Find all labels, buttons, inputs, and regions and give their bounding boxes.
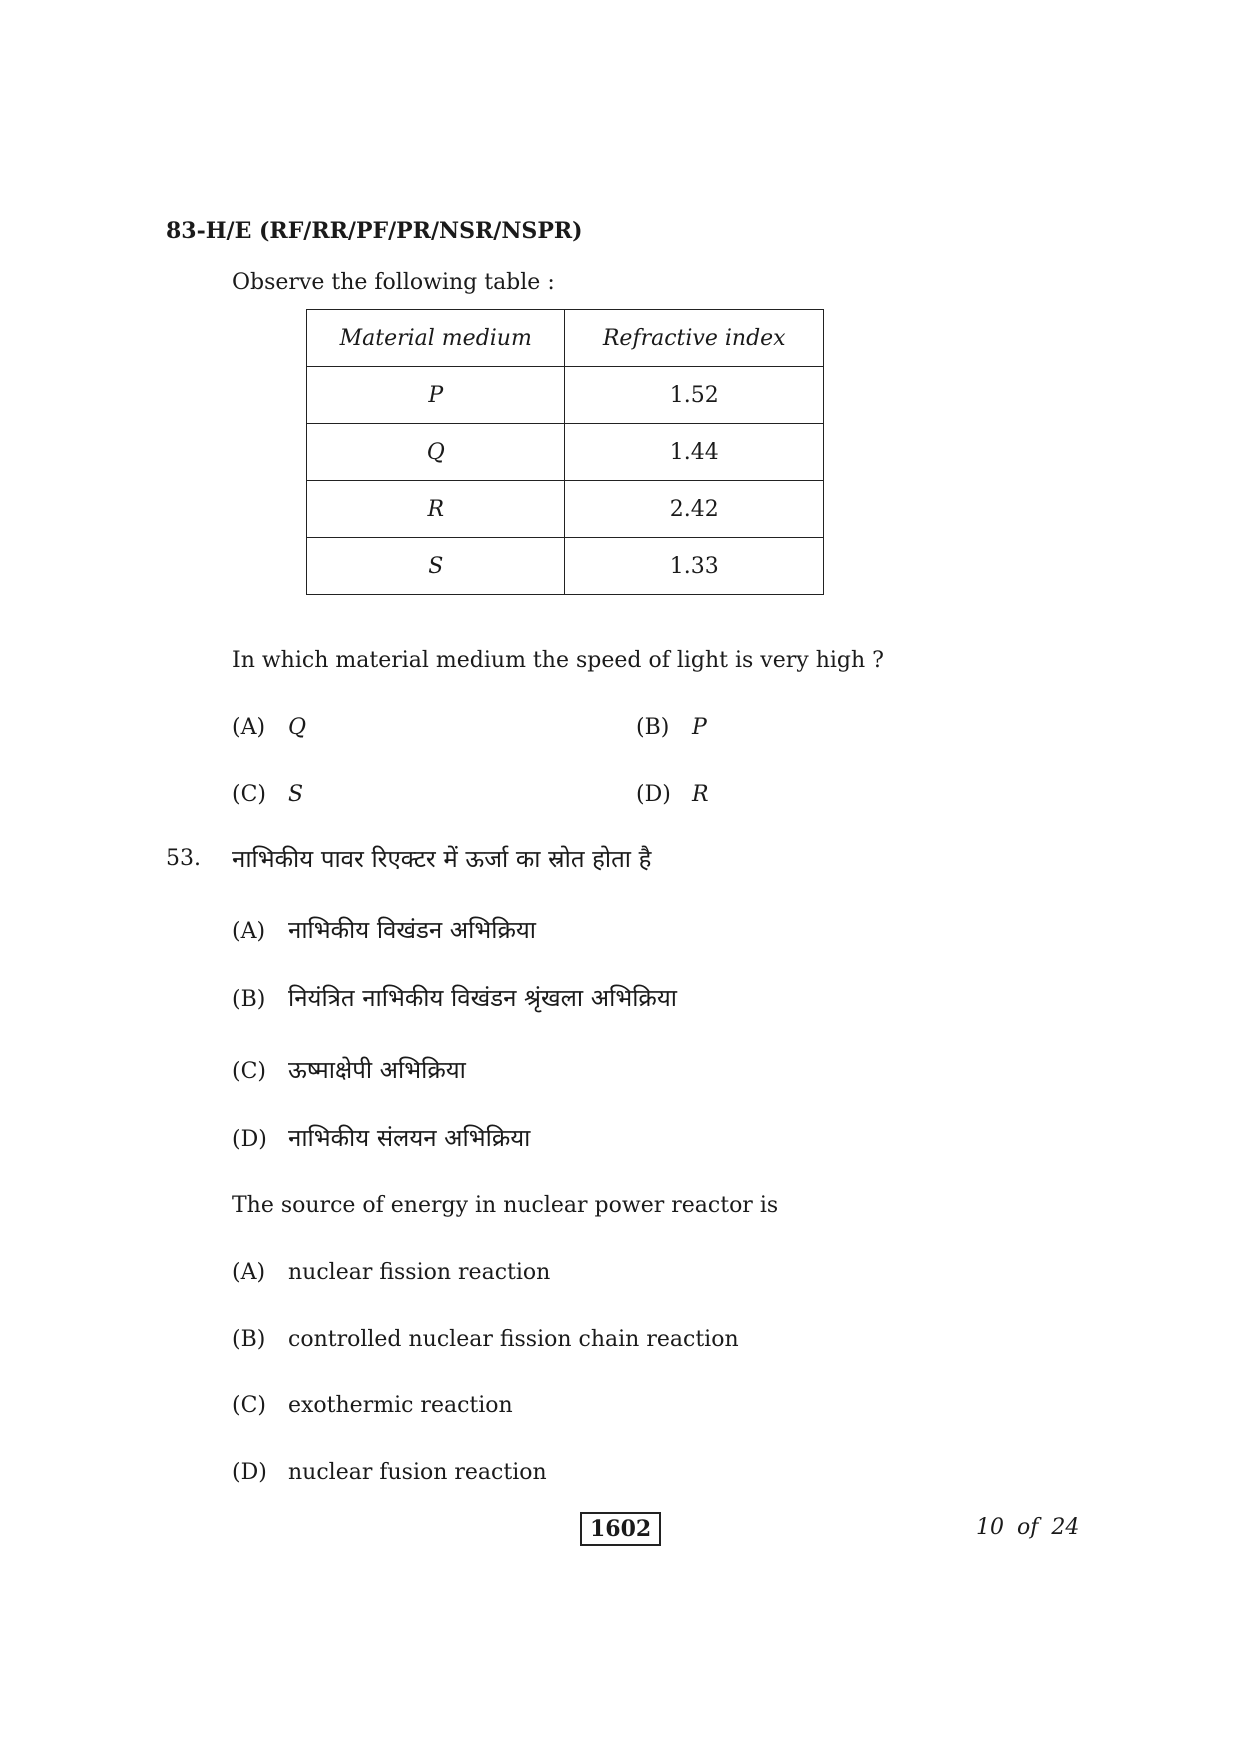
q53-question-hindi: नाभिकीय पावर रिएक्टर में ऊर्जा का स्रोत होता है (232, 845, 652, 873)
table-cell-medium: Q (307, 424, 565, 481)
option-label: (D) (232, 1127, 267, 1152)
q53-option-a-hindi (232, 913, 536, 946)
q53-option-c-hindi (232, 1053, 466, 1086)
q53-option-c (232, 1393, 513, 1418)
table-cell-index: 2.42 (565, 481, 824, 538)
option-label: (A) (232, 1260, 266, 1285)
q52-question: In which material medium the speed of light is very high ? (232, 648, 884, 673)
option-text: exothermic reaction (288, 1393, 513, 1418)
option-text: Q (288, 715, 307, 740)
option-text: नाभिकीय संलयन अभिक्रिया (288, 1124, 531, 1152)
page-number: 10 of 24 (976, 1515, 1080, 1540)
table-cell-index: 1.52 (565, 367, 824, 424)
option-text: P (692, 715, 707, 740)
paper-code-header: 83-H/E (RF/RR/PF/PR/NSR/NSPR) (166, 218, 583, 244)
refractive-index-table (306, 309, 824, 595)
q53-option-a (232, 1260, 550, 1285)
q53-option-d-hindi (232, 1121, 530, 1154)
q52-option-c (232, 782, 303, 807)
option-text: ऊष्माक्षेपी अभिक्रिया (288, 1056, 466, 1084)
q52-option-a (232, 715, 306, 740)
option-label: (C) (232, 1059, 266, 1084)
table-row (307, 367, 824, 424)
q52-intro: Observe the following table : (232, 270, 555, 295)
q53-question-english: The source of energy in nuclear power reactor is (232, 1193, 779, 1218)
q52-option-b (636, 715, 707, 740)
q53-option-b (232, 1327, 739, 1352)
option-label: (B) (232, 1327, 266, 1352)
option-text: R (692, 782, 709, 807)
q53-option-d (232, 1460, 547, 1485)
table-row (307, 424, 824, 481)
table-cell-index: 1.44 (565, 424, 824, 481)
table-cell-medium: P (307, 367, 565, 424)
table-row (307, 538, 824, 595)
option-label: (A) (232, 715, 266, 740)
option-label: (B) (232, 987, 266, 1012)
option-text: S (288, 782, 304, 807)
q52-option-d (636, 782, 709, 807)
column-header: Refractive index (565, 310, 824, 367)
table-row (307, 481, 824, 538)
option-text: नाभिकीय विखंडन अभिक्रिया (288, 916, 537, 944)
table-header-row (307, 310, 824, 367)
option-label: (D) (232, 1460, 267, 1485)
table-cell-medium: R (307, 481, 565, 538)
option-label: (C) (232, 782, 266, 807)
q53-number: 53. (166, 846, 201, 871)
option-text: controlled nuclear fission chain reaction (288, 1327, 739, 1352)
table-cell-medium: S (307, 538, 565, 595)
option-label: (A) (232, 919, 266, 944)
q53-option-b-hindi (232, 981, 677, 1014)
option-text: nuclear fission reaction (288, 1260, 551, 1285)
option-label: (D) (636, 782, 671, 807)
option-label: (C) (232, 1393, 266, 1418)
option-text: नियंत्रित नाभिकीय विखंडन श्रृंखला अभिक्रिया (288, 984, 677, 1012)
option-text: nuclear fusion reaction (288, 1460, 547, 1485)
booklet-code-box: 1602 (580, 1512, 661, 1546)
table-cell-index: 1.33 (565, 538, 824, 595)
option-label: (B) (636, 715, 670, 740)
column-header: Material medium (307, 310, 565, 367)
